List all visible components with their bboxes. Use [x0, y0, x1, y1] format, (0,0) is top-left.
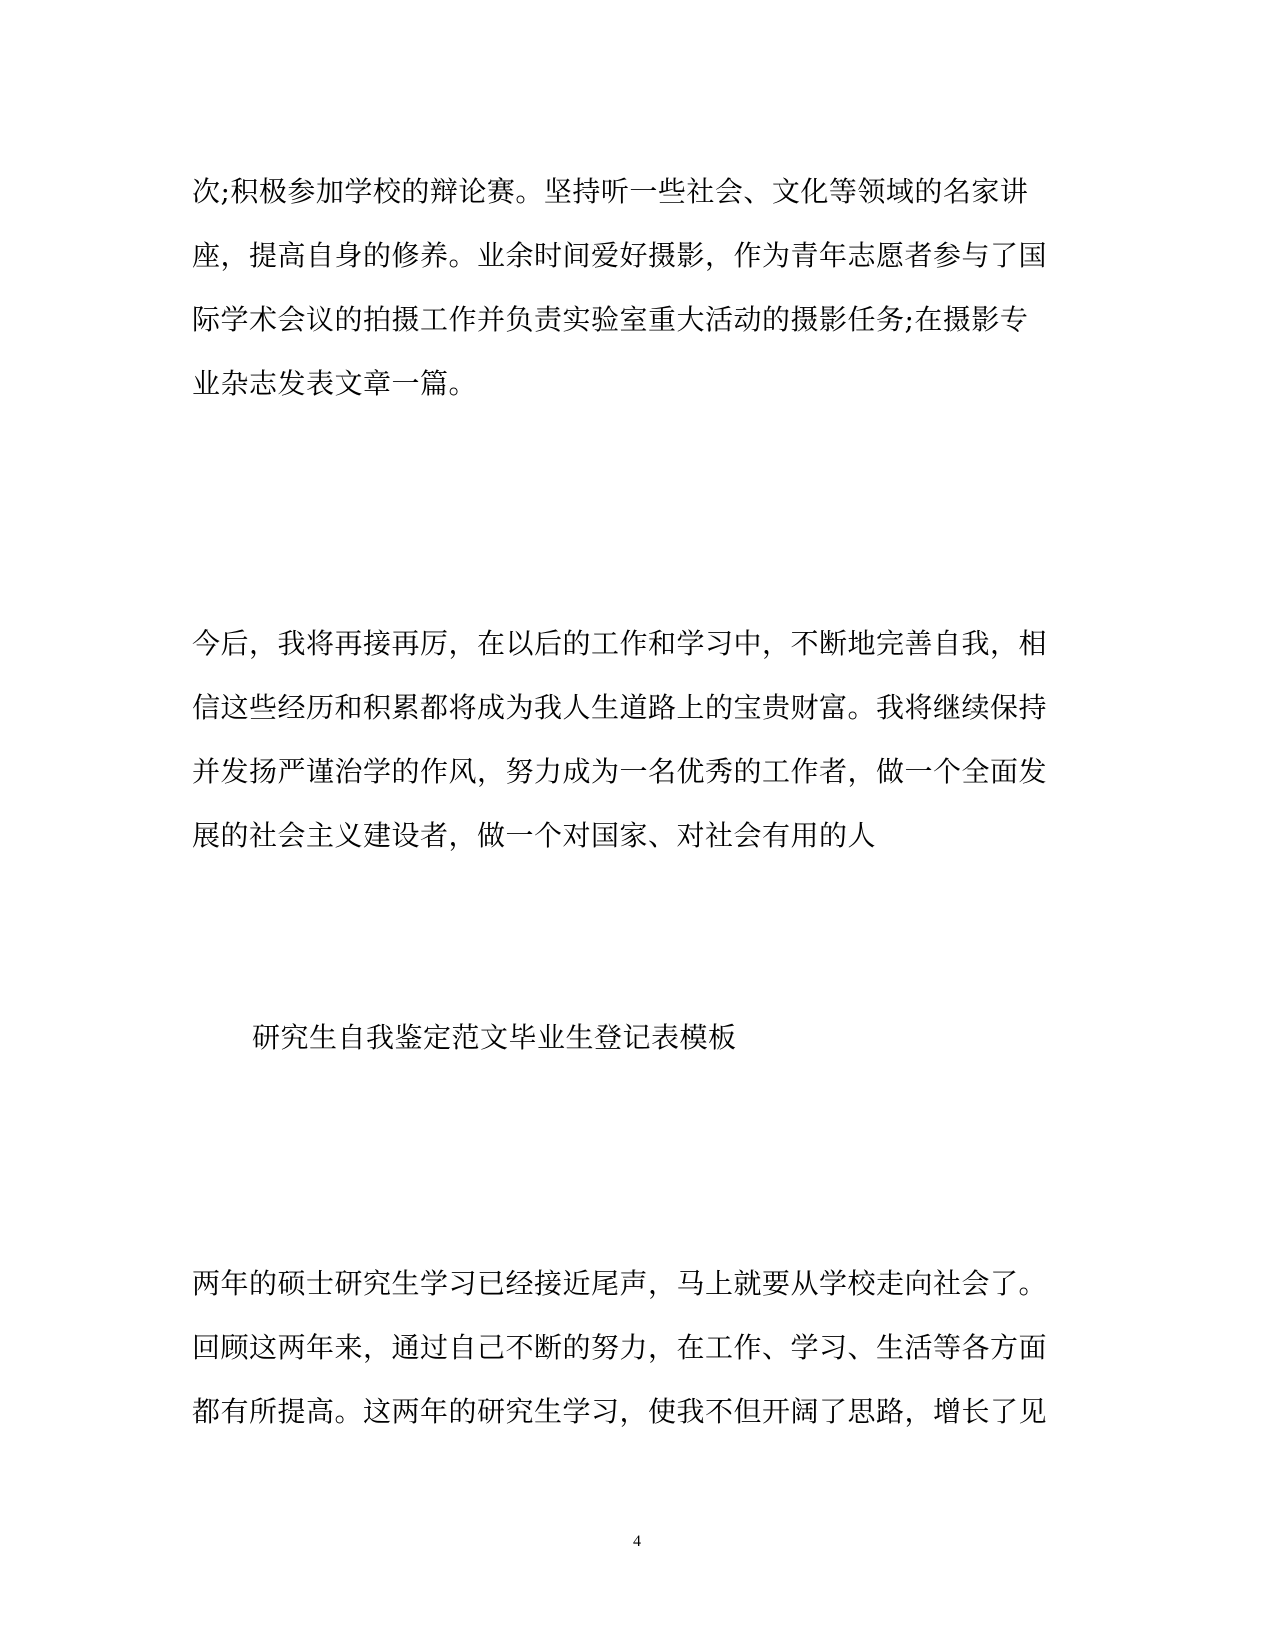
text-line: 展的社会主义建设者，做一个对国家、对社会有用的人 [192, 819, 877, 852]
section-heading: 研究生自我鉴定范文毕业生登记表模板 [252, 1021, 737, 1054]
text-line: 座，提高自身的修养。业余时间爱好摄影，作为青年志愿者参与了国 [192, 239, 1048, 272]
text-line: 都有所提高。这两年的研究生学习，使我不但开阔了思路，增长了见 [192, 1395, 1048, 1428]
text-line: 今后，我将再接再厉，在以后的工作和学习中，不断地完善自我，相 [192, 627, 1048, 660]
text-line: 并发扬严谨治学的作风，努力成为一名优秀的工作者，做一个全面发 [192, 755, 1048, 788]
text-line: 两年的硕士研究生学习已经接近尾声，马上就要从学校走向社会了。 [192, 1267, 1048, 1300]
paragraph-introduction [192, 1252, 1092, 1444]
text-line: 回顾这两年来，通过自己不断的努力，在工作、学习、生活等各方面 [192, 1331, 1048, 1364]
text-line: 际学术会议的拍摄工作并负责实验室重大活动的摄影任务;在摄影专 [192, 303, 1029, 336]
paragraph-activities [192, 160, 1092, 416]
text-line: 业杂志发表文章一篇。 [192, 367, 478, 400]
text-line: 次;积极参加学校的辩论赛。坚持听一些社会、文化等领域的名家讲 [192, 175, 1029, 208]
text-line: 信这些经历和积累都将成为我人生道路上的宝贵财富。我将继续保持 [192, 691, 1048, 724]
page-number: 4 [633, 1533, 641, 1550]
paragraph-conclusion [192, 612, 1092, 868]
